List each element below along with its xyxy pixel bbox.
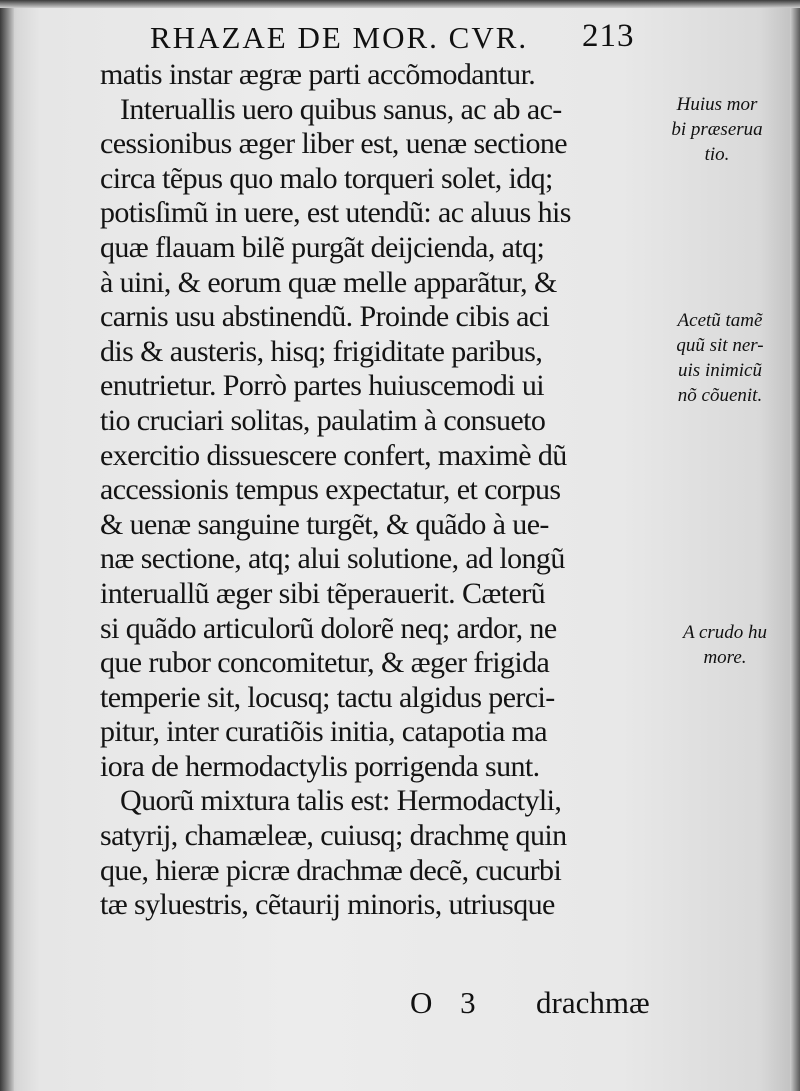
margin-note-line: uis inimicũ <box>678 360 762 381</box>
text-line: tio cruciari solitas, paulatim à consueto <box>100 403 546 437</box>
text-line: exercitio dissuescere confert, maximè dũ <box>100 438 567 472</box>
text-line: pitur, inter curatiõis initia, catapotia ma <box>100 715 548 749</box>
margin-note-line: nõ cõuenit. <box>677 385 763 406</box>
text-line: matis instar ægræ parti accõmodantur. <box>100 58 536 91</box>
text-line: que rubor concomitetur, & æger frigida <box>100 646 550 680</box>
text-line: temperie sit, locusq; tactu algidus perci- <box>100 680 555 714</box>
catchword: drachmæ <box>536 985 650 1020</box>
text-line: à uini, & eorum quæ melle apparãtur, & <box>100 265 557 299</box>
signature-mark: O 3 <box>410 985 486 1020</box>
running-title: RHAZAE DE MOR. CVR. <box>150 20 529 55</box>
margin-note-line: Huius mor <box>676 94 758 115</box>
margin-note-line: tio. <box>704 144 730 165</box>
margin-note-line: more. <box>703 647 747 668</box>
text-line: carnis usu abstinendũ. Proinde cibis aci <box>100 300 550 334</box>
text-line: tæ syluestris, cẽtaurij minoris, utriusque <box>100 888 555 922</box>
text-line: potisſimũ in uere, est utendũ: ac aluus his <box>100 196 571 230</box>
text-line: que, hieræ picræ drachmæ decẽ, cucurbi <box>100 853 562 887</box>
running-header <box>150 20 660 60</box>
text-line: enutrietur. Porrò partes huiuscemodi ui <box>100 369 545 403</box>
margin-note-line: bi præserua <box>671 119 763 140</box>
text-line: Interuallis uero quibus sanus, ac ab ac- <box>120 92 562 126</box>
page-gutter-shadow <box>0 0 14 1091</box>
text-line: quæ flauam bilẽ purgãt deijcienda, atq; <box>100 230 545 264</box>
text-line: næ sectione, atq; alui solutione, ad longũ <box>100 542 565 576</box>
margin-note-line: Acetũ tamẽ <box>677 310 763 331</box>
margin-note-line: A crudo hu <box>682 622 768 643</box>
margin-note-vinegar <box>655 308 785 408</box>
text-line: dis & austeris, hisq; frigiditate paribus, <box>100 334 543 368</box>
text-line: accessionis tempus expectatur, et corpus <box>100 473 561 507</box>
page-top-shadow <box>0 0 800 8</box>
text-line: si quãdo articulorũ dolorẽ neq; ardor, ne <box>100 611 557 645</box>
text-line: circa tẽpus quo malo torqueri solet, idq; <box>100 161 553 195</box>
text-line: cessionibus æger liber est, uenæ sectione <box>100 127 567 161</box>
page-edge-shadow <box>790 0 800 1091</box>
text-line: interuallũ æger sibi tẽperauerit. Cæterũ <box>100 576 546 610</box>
margin-note-line: quũ sit ner- <box>676 335 764 356</box>
margin-note-crude-humor <box>660 620 790 670</box>
folio-number: 213 <box>582 18 635 54</box>
margin-note-preservation <box>652 92 782 167</box>
text-line: iora de hermodactylis porrigenda sunt. <box>100 749 540 783</box>
main-text-block <box>100 58 670 923</box>
text-line: & uenæ sanguine turgẽt, & quãdo à ue- <box>100 507 549 541</box>
text-line: Quorũ mixtura talis est: Hermodactyli, <box>120 784 562 818</box>
text-line: satyrij, chamæleæ, cuiusq; drachmę quin <box>100 819 567 853</box>
